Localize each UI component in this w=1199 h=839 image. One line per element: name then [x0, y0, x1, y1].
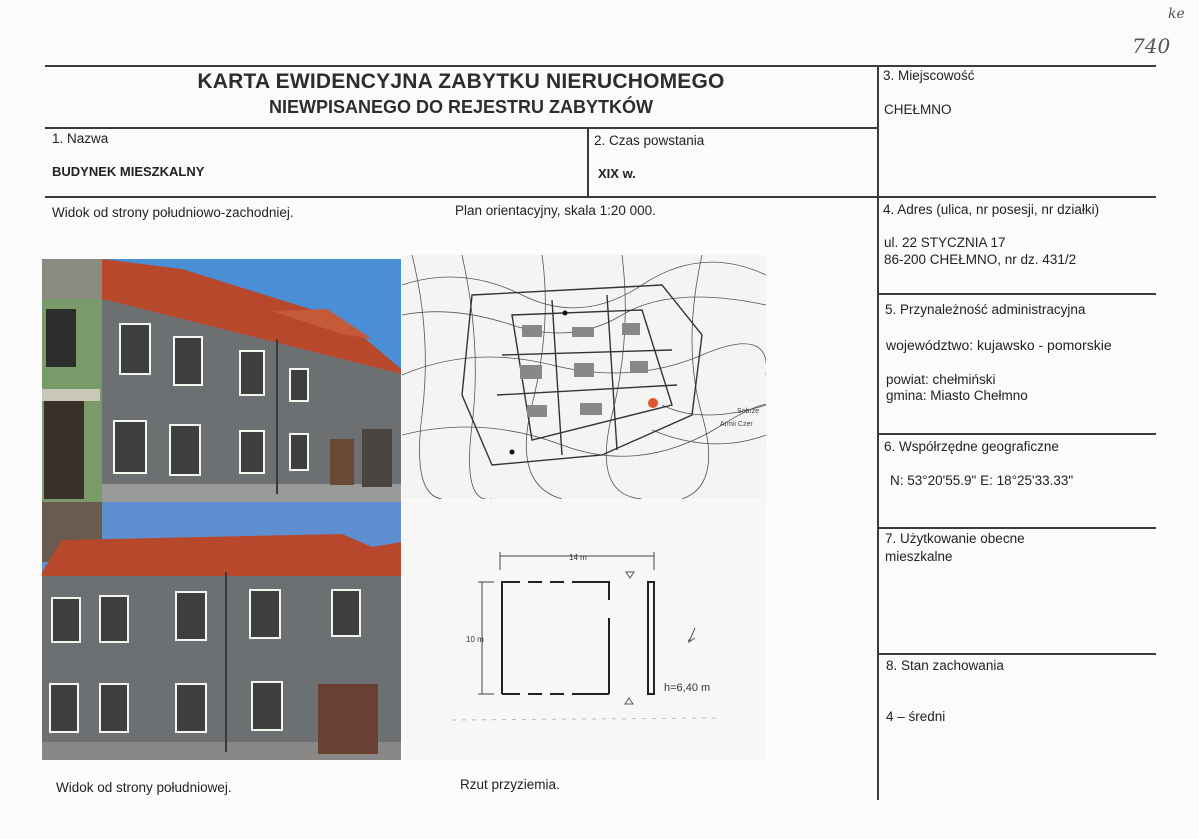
field-wspolrzedne-value: N: 53°20'55.9" E: 18°25'33.33": [890, 473, 1074, 488]
field-nazwa-label: 1. Nazwa: [52, 131, 109, 146]
header-divider: [45, 127, 877, 129]
card-subtitle: NIEWPISANEGO DO REJESTRU ZABYTKÓW: [268, 97, 654, 117]
field-czas-label: 2. Czas powstania: [594, 133, 705, 148]
top-border: [45, 65, 1156, 67]
map-street-label-2: Armii Czer: [720, 421, 753, 428]
field-miejscowosc-label: 3. Miejscowość: [883, 68, 975, 83]
field-wspolrzedne-label: 6. Współrzędne geograficzne: [884, 439, 1059, 454]
right-divider-7-8: [877, 653, 1156, 655]
floor-plan-diagram: [402, 500, 766, 760]
field-adres-line1: ul. 22 STYCZNIA 17: [884, 235, 1006, 250]
caption-plan: Rzut przyziemia.: [460, 777, 560, 792]
field-czas-value: XIX w.: [598, 166, 636, 181]
corner-initials: ke: [1168, 6, 1185, 22]
map-street-label-1: Sobrze: [737, 408, 760, 415]
location-marker: [648, 398, 658, 408]
field-wojewodztwo-value: województwo: kujawsko - pomorskie: [886, 337, 1112, 353]
card-title: KARTA EWIDENCYJNA ZABYTKU NIERUCHOMEGO: [197, 70, 725, 93]
orientation-map: [402, 255, 766, 499]
field-uzytkowanie-value: mieszkalne: [885, 549, 953, 564]
field-uzytkowanie-label: 7. Użytkowanie obecne: [885, 531, 1025, 546]
field-nazwa-value: BUDYNEK MIESZKALNY: [52, 164, 205, 179]
field-powiat-value: powiat: chełmiński: [886, 372, 996, 387]
field-miejscowosc-value: CHEŁMNO: [884, 102, 952, 117]
corner-number: 740: [1132, 34, 1171, 58]
row-divider: [45, 196, 1156, 198]
field-stan-label: 8. Stan zachowania: [886, 658, 1004, 673]
caption-map: Plan orientacyjny, skala 1:20 000.: [455, 203, 656, 218]
plan-width-label: 14 m: [569, 553, 587, 562]
field-gmina-value: gmina: Miasto Chełmno: [886, 388, 1028, 403]
plan-depth-label: 10 m: [466, 635, 484, 644]
name-date-divider: [587, 127, 589, 197]
caption-photo-top: Widok od strony południowo-zachodniej.: [52, 205, 294, 220]
photo-south-view: [42, 502, 401, 760]
field-stan-value: 4 – średni: [886, 709, 946, 724]
plan-height-label: h=6,40 m: [664, 682, 711, 694]
right-divider-5-6: [877, 433, 1156, 435]
right-divider-4-5: [877, 293, 1156, 295]
field-adres-label: 4. Adres (ulica, nr posesji, nr działki): [883, 202, 1100, 217]
field-adres-line2: 86-200 CHEŁMNO, nr dz. 431/2: [884, 252, 1077, 267]
caption-photo-bottom: Widok od strony południowej.: [56, 780, 232, 795]
field-przynaleznosc-label: 5. Przynależność administracyjna: [885, 302, 1086, 317]
photo-southwest-view: [42, 259, 401, 502]
right-divider-6-7: [877, 527, 1156, 529]
